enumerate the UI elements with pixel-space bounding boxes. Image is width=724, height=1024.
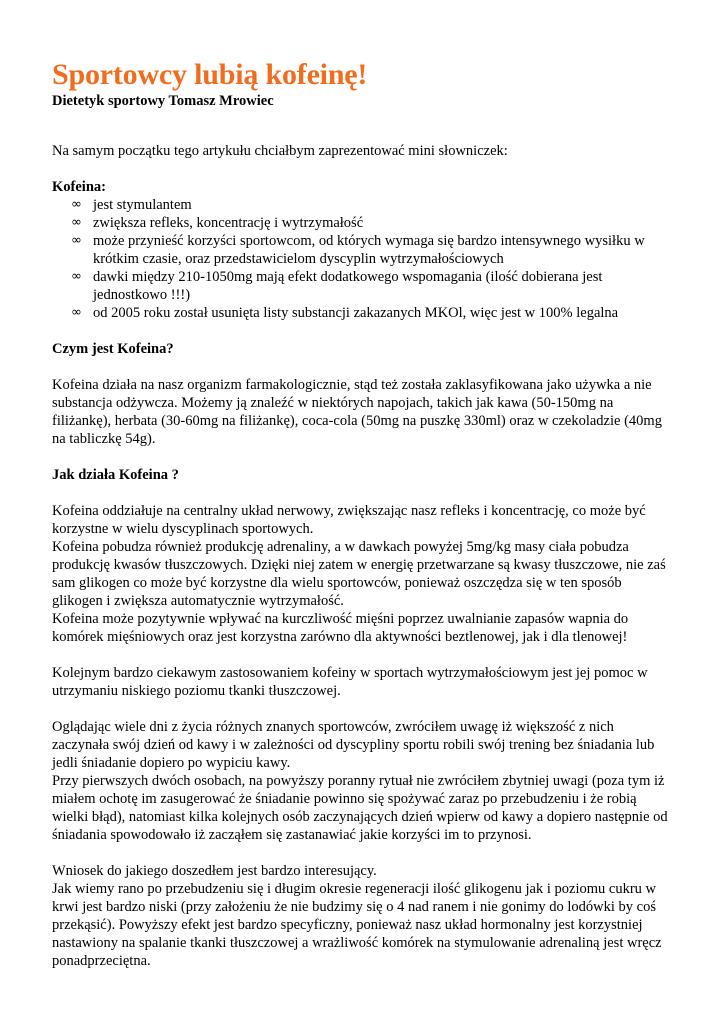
infinity-bullet-icon: ∞ [71, 269, 82, 284]
infinity-bullet-icon: ∞ [71, 197, 82, 212]
section-paragraph: Jak wiemy rano po przebudzeniu się i długim okresie regeneracji ilość glikogenu jak i poziomu cukru w krwi jest bardzo niski (przy założeniu że nie budzimy się o 4 nad ranem i nie gonimy do lodówki by coś przekąsić). Powyższy efekt jest bardzo specyficzny, ponieważ nasz układ hormonalny jest korzystniej nastawiony na spalanie tkanki tłuszczowej a wrażliwość komórek na stymulowanie adrenaliną jest wręcz ponadprzeciętna. [52, 881, 662, 969]
intro-paragraph: Na samym początku tego artykułu chciałbym zaprezentować mini słowniczek: [52, 143, 508, 159]
list-item-text: od 2005 roku został usunięta listy substancji zakazanych MKOl, więc jest w 100% legalna [93, 305, 619, 321]
section-paragraph: Kofeina działa na nasz organizm farmakologicznie, stąd też została zaklasyfikowana jako używka a nie substancja odżywcza. Możemy ją znaleźć w niektórych napojach, takich jak kawa (50-150mg na filiżankę), herbata (30-60mg na filiżankę), coca-cola (50mg na puszkę 330ml) oraz w czekoladzie (40mg na tabliczkę 54g). [52, 377, 662, 447]
list-item-text: może przynieść korzyści sportowcom, od których wymaga się bardzo intensywnego wysiłku w krótkim czasie, oraz przedstawicielom dyscyplin wytrzymałościowych [93, 233, 645, 267]
list-item [52, 214, 674, 232]
article-title: Sportowcy lubią kofeinę! [52, 58, 368, 91]
section-paragraph: Kofeina pobudza również produkcję adrenaliny, a w dawkach powyżej 5mg/kg masy ciała pobudza produkcję kwasów tłuszczowych. Dzięki niej zatem w energię przetwarzane są kwasy tłuszczowe, nie zaś sam glikogen co może być korzystne dla wielu sportowców, ponieważ oszczędza się w ten sposób glikogen i zwiększa automatycznie wytrzymałość. [52, 539, 666, 609]
section-paragraph: Kofeina oddziałuje na centralny układ nerwowy, zwiększając nasz refleks i koncentrację, co może być korzystne w wielu dyscyplinach sportowych. [52, 503, 646, 537]
article-author: Dietetyk sportowy Tomasz Mrowiec [52, 93, 274, 109]
section-heading-jak-dziala: Jak działa Kofeina ? [52, 467, 179, 483]
kofeina-bullet-list [52, 196, 674, 322]
list-item-text: jest stymulantem [93, 197, 192, 213]
list-item [52, 232, 674, 268]
list-item [52, 268, 674, 304]
list-item-text: dawki między 210-1050mg mają efekt dodatkowego wspomagania (ilość dobierana jest jednostkowo !!!) [93, 269, 603, 303]
infinity-bullet-icon: ∞ [71, 215, 82, 230]
infinity-bullet-icon: ∞ [71, 233, 82, 248]
section-paragraph: Oglądając wiele dni z życia różnych znanych sportowców, zwróciłem uwagę iż większość z nich zaczynała swój dzień od kawy i w zależności od dyscypliny sportu robili swój trening bez śniadania lub jedli śniadanie dopiero po wypiciu kawy. [52, 719, 655, 771]
section-paragraph: Wniosek do jakiego doszedłem jest bardzo interesujący. [52, 863, 377, 879]
section-heading-czym-jest: Czym jest Kofeina? [52, 341, 174, 357]
list-item [52, 304, 674, 322]
section-paragraph: Przy pierwszych dwóch osobach, na powyższy poranny rytuał nie zwróciłem zbytniej uwagi (poza tym iż miałem ochotę im zasugerować że śniadanie powinno się spożywać zaraz po przebudzeniu i że robią wielki błąd), natomiast kilka kolejnych osób zaczynających dzień wpierw od kawy a dopiero następnie od śniadania spowodowało iż zacząłem się zastanawiać jakie korzyści im to przynosi. [52, 773, 668, 843]
kofeina-heading: Kofeina: [52, 179, 106, 195]
list-item-text: zwiększa refleks, koncentrację i wytrzymałość [93, 215, 364, 231]
section-paragraph: Kolejnym bardzo ciekawym zastosowaniem kofeiny w sportach wytrzymałościowym jest jej pomoc w utrzymaniu niskiego poziomu tkanki tłuszczowej. [52, 665, 648, 699]
list-item [52, 196, 674, 214]
infinity-bullet-icon: ∞ [71, 305, 82, 320]
document-page [52, 58, 674, 970]
section-paragraph: Kofeina może pozytywnie wpływać na kurczliwość mięśni poprzez uwalnianie zapasów wapnia do komórek mięśniowych oraz jest korzystna zarówno dla aktywności beztlenowej, jak i dla tlenowej! [52, 611, 629, 645]
